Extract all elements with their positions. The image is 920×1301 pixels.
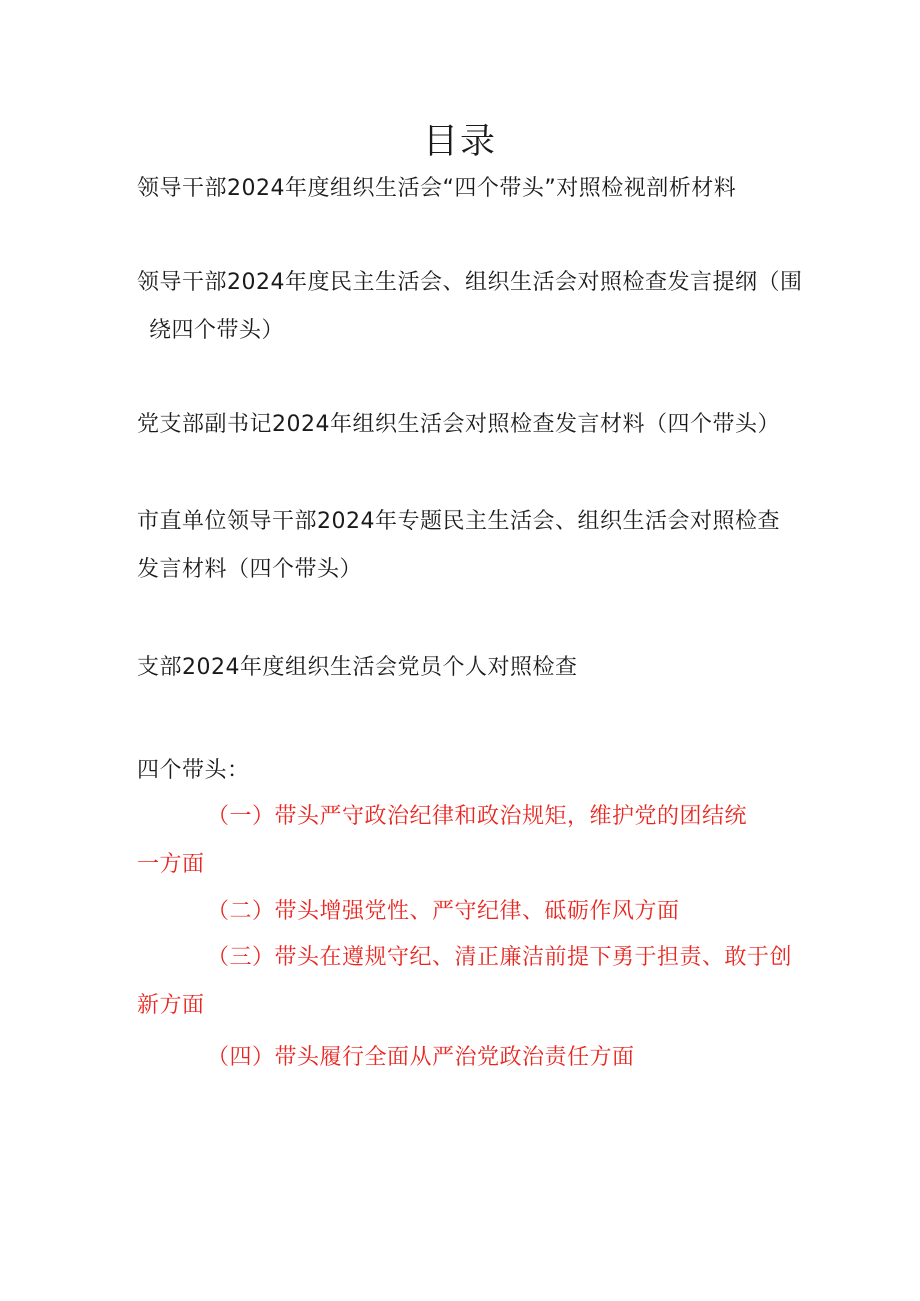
toc-item-5[interactable]: 支部2024年度组织生活会党员个人对照检查 [137, 655, 578, 680]
toc-item-2-cont[interactable]: 绕四个带头） [149, 318, 285, 343]
toc-item-2[interactable]: 领导干部2024年度民主生活会、组织生活会对照检查发言提纲（围 [137, 270, 803, 295]
four-leads-item-1-cont: 一方面 [137, 852, 205, 877]
four-leads-heading: 四个带头： [137, 758, 250, 783]
toc-item-1[interactable]: 领导干部2024年度组织生活会“四个带头”对照检视剖析材料 [137, 176, 737, 201]
toc-item-4-cont[interactable]: 发言材料（四个带头） [137, 557, 363, 582]
four-leads-item-3-cont: 新方面 [137, 993, 205, 1018]
four-leads-item-4: （四）带头履行全面从严治党政治责任方面 [207, 1045, 635, 1070]
toc-item-4[interactable]: 市直单位领导干部2024年专题民主生活会、组织生活会对照检查 [137, 509, 780, 534]
page-title: 目录 [422, 122, 497, 162]
four-leads-item-3: （三）带头在遵规守纪、清正廉洁前提下勇于担责、敢于创 [207, 945, 793, 970]
four-leads-item-1: （一）带头严守政治纪律和政治规矩，维护党的团结统 [207, 804, 748, 829]
four-leads-item-2: （二）带头增强党性、严守纪律、砥砺作风方面 [207, 899, 680, 924]
toc-item-3[interactable]: 党支部副书记2024年组织生活会对照检查发言材料（四个带头） [137, 412, 780, 437]
